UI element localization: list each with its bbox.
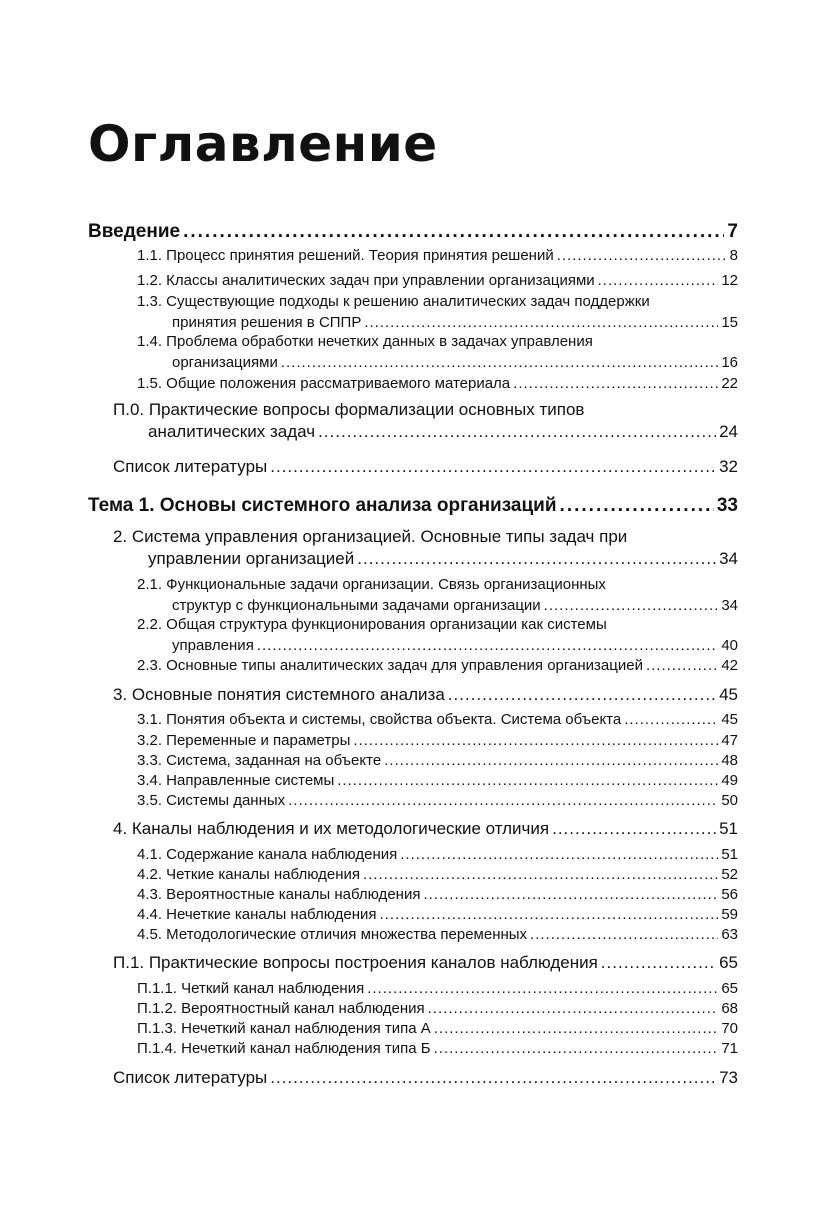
toc-page-number: 50: [721, 792, 738, 809]
toc-page-number: 15: [721, 314, 738, 331]
toc-entry-label: 3.1. Понятия объекта и системы, свойства объекта. Система объекта: [137, 711, 622, 728]
toc-entry-p0-line1[interactable]: П.0. Практические вопросы формализации основных типов: [113, 400, 585, 419]
toc-entry-label: 1.5. Общие положения рассматриваемого материала: [137, 375, 511, 392]
toc-entry-4-2[interactable]: [137, 865, 738, 885]
toc-entry-label: структур с функциональными задачами организации: [172, 597, 541, 614]
toc-entry-1-3-line1[interactable]: 1.3. Существующие подходы к решению аналитических задач поддержки: [137, 293, 650, 310]
toc-entry-2[interactable]: [148, 548, 738, 570]
toc-entry-label: 4.4. Нечеткие каналы наблюдения: [137, 906, 377, 923]
toc-entry-p0[interactable]: [148, 421, 738, 443]
toc-leader: [448, 684, 716, 706]
toc-entry-label: Список литературы: [113, 1068, 268, 1087]
toc-leader: [183, 220, 724, 244]
toc-entry-3-1[interactable]: [137, 710, 738, 730]
toc-entry-label: 4.2. Четкие каналы наблюдения: [137, 866, 361, 883]
toc-entry-label: 3.3. Система, заданная на объекте: [137, 752, 382, 769]
toc-entry-p1-2[interactable]: [137, 999, 738, 1019]
toc-leader: [646, 656, 718, 676]
toc-entry-2-3[interactable]: [137, 656, 738, 676]
toc-entry-label: аналитических задач: [148, 422, 316, 441]
toc-page-number: 40: [721, 637, 738, 654]
toc-page-number: 51: [721, 846, 738, 863]
toc-page-number: 32: [719, 457, 738, 476]
toc-page-number: 45: [721, 711, 738, 728]
toc-leader: [270, 456, 716, 478]
toc-entry-label: организациями: [172, 354, 278, 371]
toc-leader: [557, 246, 727, 266]
toc-leader: [434, 1039, 719, 1059]
toc-leader: [288, 791, 718, 811]
toc-entry-3-2[interactable]: [137, 731, 738, 751]
toc-entry-4-3[interactable]: [137, 885, 738, 905]
toc-entry-4-5[interactable]: [137, 925, 738, 945]
toc-entry-1-4-line1[interactable]: 1.4. Проблема обработки нечетких данных в задачах управления: [137, 333, 593, 350]
toc-page-number: 63: [721, 926, 738, 943]
toc-leader: [257, 636, 719, 656]
toc-leader: [364, 313, 718, 333]
toc-entry-label: П.1. Практические вопросы построения каналов наблюдения: [113, 953, 598, 972]
toc-entry-3-5[interactable]: [137, 791, 738, 811]
toc-leader: [530, 925, 718, 945]
toc-leader: [544, 596, 719, 616]
toc-page-number: 12: [721, 272, 738, 289]
toc-entry-label: 4.5. Методологические отличия множества переменных: [137, 926, 528, 943]
toc-leader: [428, 999, 719, 1019]
toc-entry-label: П.1.3. Нечеткий канал наблюдения типа А: [137, 1020, 431, 1037]
toc-leader: [560, 494, 714, 518]
toc-page-number: 42: [721, 657, 738, 674]
toc-entry-2-2-line1[interactable]: 2.2. Общая структура функционирования организации как системы: [137, 616, 607, 633]
toc-entry-label: принятия решения в СППР: [172, 314, 362, 331]
toc-entry-label: 2.3. Основные типы аналитических задач для управления организацией: [137, 657, 643, 674]
toc-entry-label: Тема 1. Основы системного анализа организаций: [88, 495, 557, 516]
toc-entry-1-5[interactable]: [137, 374, 738, 394]
toc-entry-label: 4. Каналы наблюдения и их методологические отличия: [113, 819, 550, 838]
toc-entry-label: 1.1. Процесс принятия решений. Теория принятия решений: [137, 247, 554, 264]
toc-entry-topic1-references[interactable]: [113, 1067, 738, 1089]
toc-entry-4[interactable]: [113, 818, 738, 840]
toc-page-number: 8: [729, 247, 738, 264]
toc-entry-1-2[interactable]: [137, 271, 738, 291]
toc-entry-intro-references[interactable]: [113, 456, 738, 478]
toc-page-number: 68: [721, 1000, 738, 1017]
toc-leader: [363, 865, 718, 885]
toc-leader: [598, 271, 719, 291]
toc-entry-3[interactable]: [113, 684, 738, 706]
toc-entry-label: П.1.4. Нечеткий канал наблюдения типа Б: [137, 1040, 431, 1057]
toc-entry-introduction[interactable]: [88, 220, 738, 244]
toc-page-number: 49: [721, 772, 738, 789]
toc-entry-label: 3.2. Переменные и параметры: [137, 732, 351, 749]
toc-entry-label: 3. Основные понятия системного анализа: [113, 685, 445, 704]
toc-entry-1-3[interactable]: [172, 313, 738, 333]
toc-leader: [423, 885, 718, 905]
toc-entry-label: П.1.1. Четкий канал наблюдения: [137, 980, 365, 997]
toc-page-number: 56: [721, 886, 738, 903]
toc-entry-p1-1[interactable]: [137, 979, 738, 999]
toc-entry-label: 1.2. Классы аналитических задач при управлении организациями: [137, 272, 595, 289]
toc-leader: [270, 1067, 716, 1089]
toc-leader: [281, 353, 718, 373]
toc-page-number: 65: [721, 980, 738, 997]
toc-leader: [624, 710, 718, 730]
toc-leader: [357, 548, 716, 570]
toc-entry-label: управлении организацией: [148, 549, 355, 568]
toc-page-number: 47: [721, 732, 738, 749]
toc-leader: [353, 731, 718, 751]
page-title: Оглавление: [88, 115, 438, 173]
toc-page-number: 22: [721, 375, 738, 392]
toc-entry-p1[interactable]: [113, 952, 738, 974]
toc-entry-label: 4.3. Вероятностные каналы наблюдения: [137, 886, 421, 903]
toc-entry-label: управления: [172, 637, 254, 654]
toc-entry-label: 4.1. Содержание канала наблюдения: [137, 846, 398, 863]
toc-entry-1-1[interactable]: [137, 246, 738, 266]
toc-entry-4-4[interactable]: [137, 905, 738, 925]
toc-entry-2-line1[interactable]: 2. Система управления организацией. Основные типы задач при: [113, 527, 628, 546]
toc-entry-topic-1[interactable]: [88, 494, 738, 518]
toc-leader: [384, 751, 718, 771]
toc-page-number: 48: [721, 752, 738, 769]
toc-entry-2-2[interactable]: [172, 636, 738, 656]
toc-entry-p1-3[interactable]: [137, 1019, 738, 1039]
toc-page-number: 33: [716, 495, 738, 516]
toc-page-number: 52: [721, 866, 738, 883]
toc-entry-2-1-line1[interactable]: 2.1. Функциональные задачи организации. Связь организационных: [137, 576, 606, 593]
toc-entry-p1-4[interactable]: [137, 1039, 738, 1059]
toc-page-number: 59: [721, 906, 738, 923]
toc-entry-4-1[interactable]: [137, 845, 738, 865]
toc-entry-1-4[interactable]: [172, 353, 738, 373]
toc-page-number: 70: [721, 1020, 738, 1037]
toc-page-number: 71: [721, 1040, 738, 1057]
toc-leader: [434, 1019, 719, 1039]
toc-page-number: 24: [719, 422, 738, 441]
toc-entry-label: Введение: [88, 221, 181, 242]
toc-entry-label: П.1.2. Вероятностный канал наблюдения: [137, 1000, 425, 1017]
toc-page-number: 34: [721, 597, 738, 614]
toc-entry-3-4[interactable]: [137, 771, 738, 791]
toc-page-number: 51: [719, 819, 738, 838]
toc-leader: [337, 771, 718, 791]
toc-entry-label: Список литературы: [113, 457, 268, 476]
toc-leader: [552, 818, 716, 840]
toc-page-number: 7: [727, 221, 738, 242]
toc-leader: [380, 905, 719, 925]
toc-page-number: 16: [721, 354, 738, 371]
toc-page-number: 65: [719, 953, 738, 972]
toc-page-number: 34: [719, 549, 738, 568]
toc-entry-label: 3.4. Направленные системы: [137, 772, 335, 789]
toc-entry-label: 3.5. Системы данных: [137, 792, 286, 809]
toc-leader: [367, 979, 718, 999]
toc-page-number: 45: [719, 685, 738, 704]
toc-entry-2-1[interactable]: [172, 596, 738, 616]
toc-entry-3-3[interactable]: [137, 751, 738, 771]
toc-leader: [601, 952, 716, 974]
toc-leader: [400, 845, 718, 865]
toc-page-number: 73: [719, 1068, 738, 1087]
toc-leader: [318, 421, 716, 443]
toc-leader: [513, 374, 718, 394]
